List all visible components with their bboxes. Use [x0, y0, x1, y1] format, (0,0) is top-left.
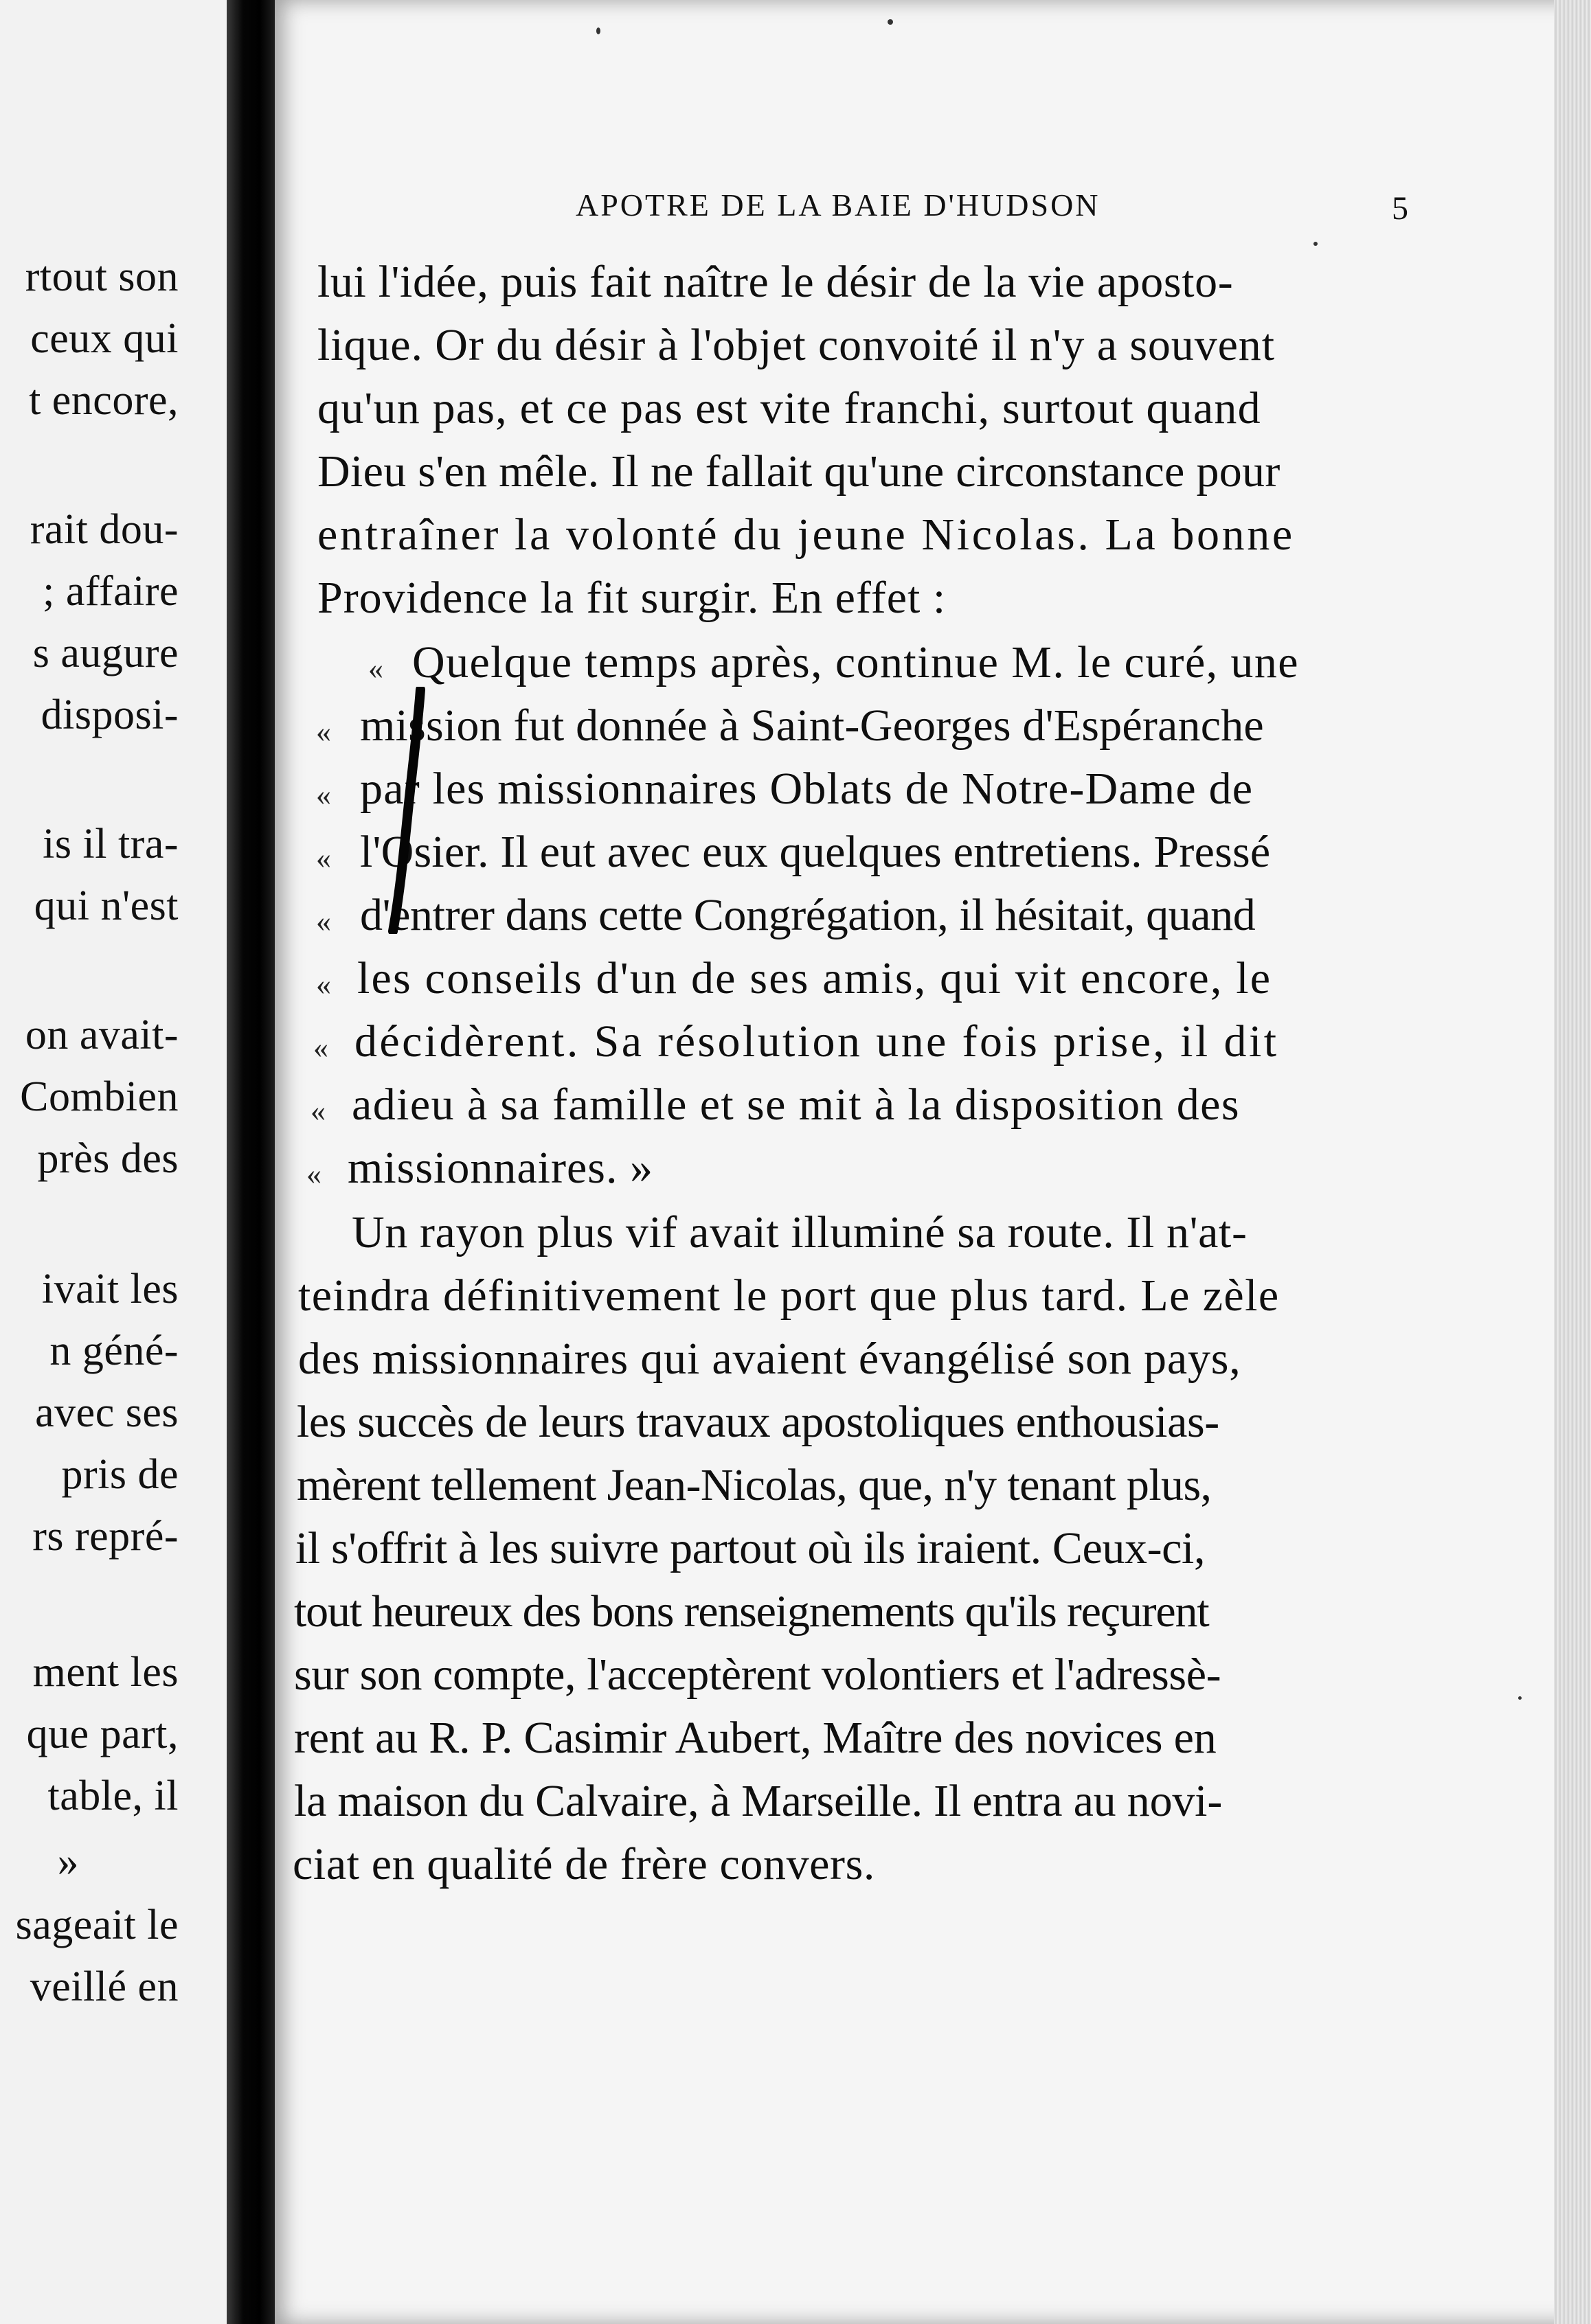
left-fragment: table, il — [47, 1773, 179, 1819]
body-line: lui l'idée, puis fait naître le désir de la vie aposto- — [317, 257, 1234, 307]
body-line: Un rayon plus vif avait illuminé sa route. Il n'at- — [352, 1207, 1248, 1257]
body-line: les conseils d'un de ses amis, qui vit encore, le — [357, 953, 1272, 1003]
body-line: décidèrent. Sa résolution une fois prise, il dit — [354, 1016, 1279, 1067]
left-fragment: ceux qui — [30, 315, 179, 362]
quotation-mark: « — [316, 715, 331, 749]
body-line: les succès de leurs travaux apostoliques enthousias- — [297, 1397, 1219, 1447]
body-line: des missionnaires qui avaient évangélisé son pays, — [298, 1334, 1241, 1384]
body-line: Providence la fit surgir. En effet : — [317, 573, 947, 623]
previous-page-strip — [0, 0, 227, 2324]
body-line: entraîner la volonté du jeune Nicolas. La bonne — [317, 510, 1295, 560]
left-fragment: is il tra- — [43, 821, 179, 867]
page-number: 5 — [1392, 190, 1408, 227]
left-fragment: que part, — [26, 1711, 179, 1757]
body-line: mèrent tellement Jean-Nicolas, que, n'y tenant plus, — [297, 1460, 1212, 1510]
page-header — [316, 187, 1408, 235]
ink-stroke-mark — [385, 687, 433, 934]
left-fragment: qui n'est — [34, 882, 179, 929]
left-fragment: ivait les — [41, 1266, 179, 1312]
quotation-mark: « — [306, 1157, 321, 1191]
left-fragment: on avait- — [25, 1012, 179, 1058]
quotation-mark: « — [368, 652, 383, 685]
body-line: missionnaires. » — [348, 1143, 653, 1193]
body-line: mission fut donnée à Saint-Georges d'Espéranche — [360, 700, 1264, 751]
body-line: qu'un pas, et ce pas est vite franchi, surtout quand — [317, 383, 1261, 433]
body-line: sur son compte, l'acceptèrent volontiers et l'adressè- — [294, 1650, 1221, 1700]
left-fragment: » — [57, 1838, 79, 1885]
left-fragment: rs repré- — [32, 1513, 179, 1560]
scan-speck — [596, 27, 600, 34]
scan-speck — [888, 19, 893, 25]
left-fragment: ; affaire — [43, 568, 179, 615]
body-line: tout heureux des bons renseignements qu'ils reçurent — [294, 1586, 1209, 1637]
left-fragment: t encore, — [29, 377, 179, 424]
body-line: rent au R. P. Casimir Aubert, Maître des novices en — [294, 1713, 1217, 1763]
quotation-mark: « — [311, 1094, 326, 1128]
body-line: teindra définitivement le port que plus tard. Le zèle — [298, 1271, 1280, 1321]
left-fragment: ment les — [32, 1649, 179, 1696]
left-fragment: Combien — [20, 1073, 179, 1120]
body-line: Quelque temps après, continue M. le curé, une — [412, 637, 1299, 687]
left-fragment: veillé en — [30, 1963, 179, 2010]
scan-speck — [1518, 1696, 1522, 1700]
body-line: l'Osier. Il eut avec eux quelques entretiens. Pressé — [360, 827, 1271, 877]
body-line: d'entrer dans cette Congrégation, il hésitait, quand — [360, 890, 1256, 940]
body-line: par les missionnaires Oblats de Notre-Dame de — [360, 764, 1254, 814]
left-fragment: sageait le — [15, 1902, 179, 1948]
quotation-mark: « — [316, 968, 331, 1001]
body-line: Dieu s'en mêle. Il ne fallait qu'une circonstance pour — [317, 446, 1280, 497]
left-fragment: rait dou- — [30, 506, 179, 553]
book-gutter — [227, 0, 282, 2324]
left-fragment: pris de — [61, 1451, 179, 1498]
body-line: il s'offrit à les suivre partout où ils iraient. Ceux-ci, — [295, 1523, 1206, 1573]
quotation-mark: « — [316, 778, 331, 812]
left-fragment: n géné- — [49, 1328, 179, 1374]
scan-speck — [1313, 242, 1318, 246]
body-line: lique. Or du désir à l'objet convoité il n'y a souvent — [317, 320, 1275, 370]
left-fragment: avec ses — [35, 1389, 179, 1436]
quotation-mark: « — [316, 904, 331, 938]
body-line: adieu à sa famille et se mit à la disposition des — [352, 1080, 1240, 1130]
quotation-mark: « — [316, 841, 331, 875]
left-fragment: près des — [37, 1135, 179, 1182]
body-line: la maison du Calvaire, à Marseille. Il entra au novi- — [294, 1776, 1223, 1826]
left-fragment: rtout son — [25, 253, 179, 300]
left-fragment: disposi- — [41, 692, 179, 738]
running-head: APOTRE DE LA BAIE D'HUDSON — [576, 187, 1101, 223]
body-line: ciat en qualité de frère convers. — [293, 1839, 876, 1889]
quotation-mark: « — [313, 1031, 328, 1064]
left-fragment: s augure — [32, 630, 179, 676]
page-edge — [1554, 0, 1591, 2324]
